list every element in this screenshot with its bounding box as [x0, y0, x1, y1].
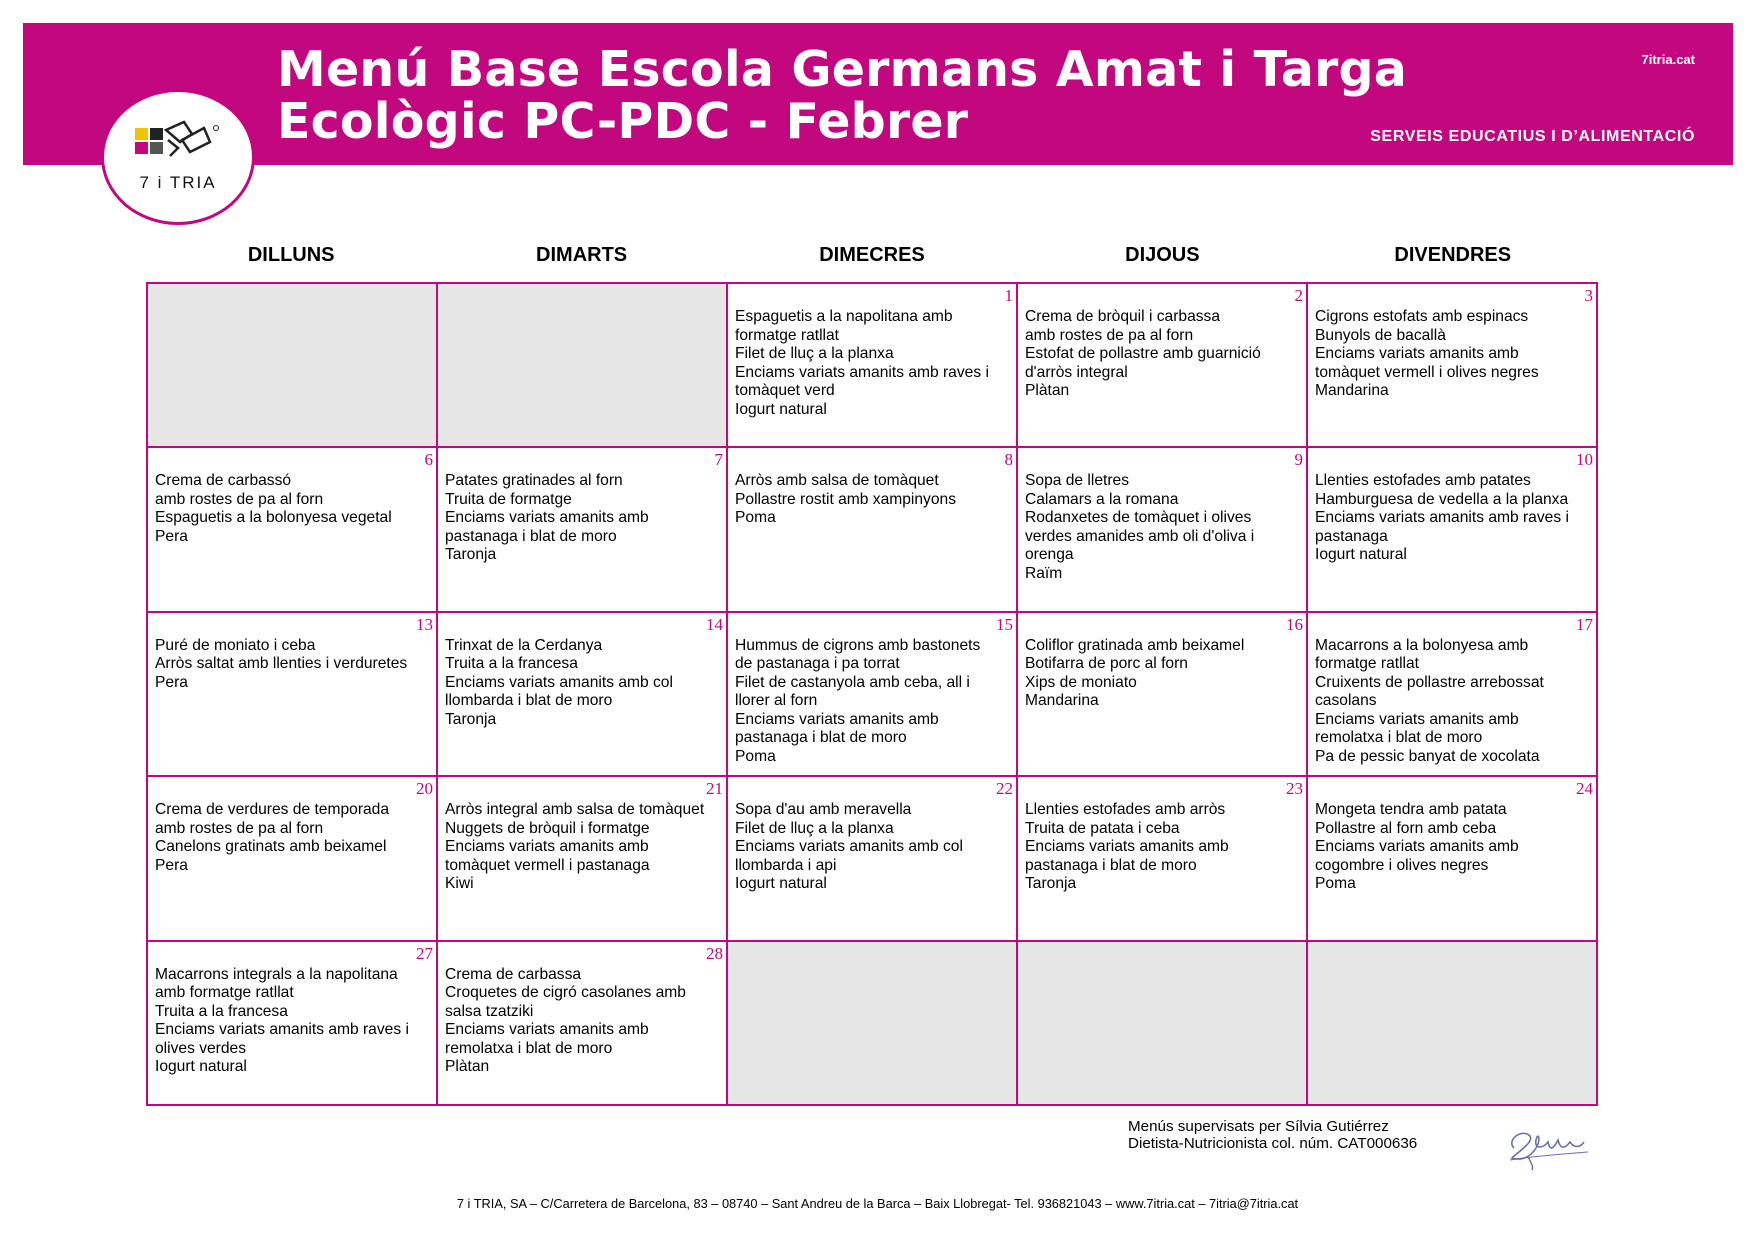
dish-item: verdes amanides amb oli d'oliva i — [1025, 527, 1255, 545]
dish-item: Estofat de pollastre amb guarnició — [1025, 345, 1261, 362]
day-number: 23 — [1286, 779, 1303, 799]
dish-list — [445, 966, 722, 1077]
day-number: 28 — [706, 943, 723, 963]
dish-item: Truita a la francesa — [155, 1002, 288, 1020]
calendar-day-cell — [148, 777, 438, 941]
dish-item: Croquetes de cigró casolanes amb — [445, 984, 686, 1002]
dish-item: Iogurt natural — [1315, 546, 1407, 564]
calendar-day-cell — [148, 613, 438, 777]
day-number: 22 — [996, 779, 1013, 799]
dish-item: Llenties estofades amb patates — [1315, 472, 1531, 490]
dish-item: Espaguetis a la bolonyesa vegetal — [155, 509, 392, 527]
dish-item: casolans — [1315, 692, 1377, 710]
supervisor-credentials: Dietista-Nutricionista col. núm. CAT000636 — [1128, 1135, 1418, 1152]
dish-item: formatge ratllat — [735, 326, 840, 344]
calendar-empty-cell — [728, 942, 1018, 1106]
dish-item: Enciams variats amanits amb — [445, 509, 649, 527]
dish-item: Poma — [1315, 875, 1356, 893]
dish-item: Arròs saltat amb llenties i verduretes — [155, 655, 408, 673]
dish-item: Hummus de cigrons amb bastonets — [735, 636, 981, 654]
dish-item: orenga — [1025, 546, 1074, 564]
dish-list — [445, 472, 722, 565]
dish-item: Rodanxetes de tomàquet i olives — [1025, 509, 1252, 527]
dish-list — [1025, 801, 1302, 894]
dish-item: tomàquet verd — [735, 382, 835, 399]
dish-item: Patates gratinades al forn — [445, 472, 623, 490]
calendar-empty-cell — [1308, 942, 1598, 1106]
logo-text: 7 i TRIA — [139, 173, 217, 192]
dish-item: Llenties estofades amb arròs — [1025, 801, 1226, 819]
dish-item: Enciams variats amanits amb — [1025, 838, 1229, 856]
menu-calendar-grid — [146, 282, 1598, 1106]
dish-item: Enciams variats amanits amb raves i — [735, 363, 989, 381]
weekday-label: DIJOUS — [1125, 244, 1200, 266]
dish-item: Cruixents de pollastre arrebossat — [1315, 673, 1544, 691]
dish-item: olives verdes — [155, 1039, 247, 1057]
calendar-empty-cell — [148, 284, 438, 448]
dish-item: tomàquet vermell i pastanaga — [445, 856, 650, 874]
dish-item: Pollastre rostit amb xampinyons — [735, 490, 957, 508]
weekday-label: DIVENDRES — [1394, 244, 1512, 266]
footer-address: 7 i TRIA, SA – C/Carretera de Barcelona, 83 – 08740 – Sant Andreu de la Barca – Baix Llobregat- Tel. 936821043 – www.7itria.cat – 7itria@7itria.cat — [456, 1196, 1299, 1211]
dish-item: pastanaga — [1315, 527, 1388, 545]
day-number: 10 — [1576, 450, 1593, 470]
calendar-day-cell — [438, 942, 728, 1106]
dish-item: llorer al forn — [735, 692, 818, 710]
dish-item: Sopa d'au amb meravella — [735, 801, 912, 819]
company-logo — [104, 92, 252, 222]
day-number: 8 — [1004, 450, 1013, 470]
dish-item: Sopa de lletres — [1025, 472, 1130, 490]
dish-item: Iogurt natural — [735, 400, 827, 418]
calendar-day-cell — [1308, 448, 1598, 612]
dish-item: Enciams variats amanits amb — [445, 1021, 649, 1039]
day-number: 16 — [1286, 614, 1303, 634]
dish-item: pastanaga i blat de moro — [1025, 856, 1197, 874]
dish-list — [445, 801, 722, 894]
dish-list — [1315, 801, 1592, 894]
calendar-day-cell — [728, 448, 1018, 612]
dish-item: Arròs amb salsa de tomàquet — [735, 472, 939, 490]
dish-item: Xips de moniato — [1025, 673, 1137, 691]
day-number: 21 — [706, 779, 723, 799]
calendar-day-cell — [728, 284, 1018, 448]
dish-item: Plàtan — [445, 1058, 490, 1076]
day-number: 7 — [714, 450, 723, 470]
day-number: 3 — [1584, 286, 1593, 305]
dish-item: Iogurt natural — [155, 1058, 247, 1076]
dish-item: d'arròs integral — [1025, 363, 1128, 381]
dish-item: tomàquet vermell i olives negres — [1315, 363, 1539, 381]
dish-list — [1025, 472, 1302, 583]
dish-item: Enciams variats amanits amb — [1315, 345, 1519, 362]
weekday-label: DIMECRES — [819, 244, 925, 266]
dish-item: Enciams variats amanits amb raves i — [1315, 509, 1569, 527]
dish-item: Puré de moniato i ceba — [155, 636, 316, 654]
dish-item: amb rostes de pa al forn — [1025, 326, 1194, 344]
dish-item: Enciams variats amanits amb col — [445, 673, 673, 691]
dish-item: Taronja — [1025, 875, 1077, 893]
dish-item: Crema de verdures de temporada — [155, 801, 390, 819]
dish-item: remolatxa i blat de moro — [1315, 729, 1483, 747]
dish-item: Enciams variats amanits amb col — [735, 838, 963, 856]
dish-item: Poma — [735, 747, 776, 765]
dish-item: Pera — [155, 673, 188, 691]
dish-item: Enciams variats amanits amb — [1315, 710, 1519, 728]
dish-list — [445, 637, 722, 730]
dish-item: Enciams variats amanits amb — [445, 838, 649, 856]
dish-item: Pa de pessic banyat de xocolata — [1315, 747, 1540, 765]
dish-list — [735, 472, 1012, 528]
dish-item: Arròs integral amb salsa de tomàquet — [445, 801, 705, 819]
calendar-day-cell — [148, 448, 438, 612]
dish-item: amb rostes de pa al forn — [155, 819, 324, 837]
supervision-note — [1128, 1118, 1417, 1152]
dish-item: Plàtan — [1025, 382, 1070, 399]
dish-item: Enciams variats amanits amb raves i — [155, 1021, 409, 1039]
dish-item: Canelons gratinats amb beixamel — [155, 838, 387, 856]
dish-item: Mandarina — [1315, 382, 1389, 399]
dish-item: Kiwi — [445, 875, 474, 893]
dish-list — [735, 801, 1012, 894]
dish-item: Crema de bròquil i carbassa — [1025, 308, 1221, 325]
dish-list — [1315, 308, 1592, 401]
dish-item: cogombre i olives negres — [1315, 856, 1489, 874]
dish-item: Filet de lluç a la planxa — [735, 345, 894, 362]
dish-item: Macarrons integrals a la napolitana — [155, 965, 398, 983]
dish-item: Enciams variats amanits amb — [1315, 838, 1519, 856]
weekday-header — [146, 244, 1598, 267]
dish-item: Bunyols de bacallà — [1315, 326, 1446, 344]
dish-list — [155, 966, 432, 1077]
dish-item: formatge ratllat — [1315, 655, 1420, 673]
dish-item: Crema de carbassa — [445, 965, 582, 983]
dish-item: Iogurt natural — [735, 875, 827, 893]
day-number: 13 — [416, 614, 433, 634]
dish-list — [1315, 472, 1592, 565]
dish-list — [735, 637, 1012, 767]
site-link[interactable]: 7itria.cat — [1641, 52, 1695, 67]
page-title — [277, 41, 1408, 150]
calendar-day-cell — [1308, 777, 1598, 941]
calendar-day-cell — [728, 777, 1018, 941]
dish-item: Macarrons a la bolonyesa amb — [1315, 636, 1529, 654]
signature-icon — [1504, 1118, 1590, 1174]
title-line-1: Menú Base Escola Germans Amat i Targa — [277, 41, 1408, 98]
dish-item: llombarda i blat de moro — [445, 692, 613, 710]
dish-list — [735, 308, 1012, 419]
dish-list — [1315, 637, 1592, 767]
calendar-day-cell — [728, 613, 1018, 777]
dish-item: Nuggets de bròquil i formatge — [445, 819, 650, 837]
dish-list — [155, 472, 432, 546]
dish-item: amb formatge ratllat — [155, 984, 294, 1002]
dish-item: Filet de lluç a la planxa — [735, 819, 894, 837]
dish-item: Truita de patata i ceba — [1025, 819, 1180, 837]
calendar-day-cell — [438, 613, 728, 777]
calendar-empty-cell — [1018, 942, 1308, 1106]
dish-item: Truita a la francesa — [445, 655, 578, 673]
calendar-day-cell — [1018, 777, 1308, 941]
dish-item: Botifarra de porc al forn — [1025, 655, 1188, 673]
dish-item: Raïm — [1025, 564, 1063, 582]
day-number: 9 — [1294, 450, 1303, 470]
dish-list — [155, 801, 432, 875]
day-number: 27 — [416, 943, 433, 963]
day-number: 6 — [424, 450, 433, 470]
dish-item: pastanaga i blat de moro — [735, 729, 907, 747]
day-number: 24 — [1576, 779, 1593, 799]
calendar-day-cell — [1018, 613, 1308, 777]
weekday-label: DILLUNS — [247, 244, 335, 266]
dish-item: Pera — [155, 856, 188, 874]
calendar-day-cell — [148, 942, 438, 1106]
dish-item: amb rostes de pa al forn — [155, 490, 324, 508]
dish-item: Taronja — [445, 546, 497, 564]
day-number: 1 — [1004, 286, 1013, 305]
dish-item: Trinxat de la Cerdanya — [445, 636, 603, 654]
title-line-2: Ecològic PC-PDC - Febrer — [277, 93, 969, 150]
dish-item: Coliflor gratinada amb beixamel — [1025, 636, 1245, 654]
dish-item: llombarda i api — [735, 856, 837, 874]
weekday-label: DIMARTS — [536, 244, 628, 266]
dish-item: salsa tzatziki — [445, 1002, 534, 1020]
dish-item: Hamburguesa de vedella a la planxa — [1315, 490, 1569, 508]
calendar-day-cell — [1018, 448, 1308, 612]
dish-item: Espaguetis a la napolitana amb — [735, 308, 953, 325]
dish-list — [155, 637, 432, 693]
day-number: 15 — [996, 614, 1013, 634]
dish-item: Enciams variats amanits amb — [735, 710, 939, 728]
services-tagline: SERVEIS EDUCATIUS I D’ALIMENTACIÓ — [1370, 128, 1695, 145]
dish-item: de pastanaga i pa torrat — [735, 655, 900, 673]
dish-item: Pollastre al forn amb ceba — [1315, 819, 1497, 837]
dish-item: Filet de castanyola amb ceba, all i — [735, 673, 970, 691]
dish-item: Truita de formatge — [445, 490, 572, 508]
dish-item: Crema de carbassó — [155, 472, 292, 490]
dish-item: Mandarina — [1025, 692, 1099, 710]
dish-item: Pera — [155, 527, 188, 545]
calendar-day-cell — [438, 777, 728, 941]
calendar-day-cell — [1308, 284, 1598, 448]
calendar-day-cell — [1018, 284, 1308, 448]
dish-item: pastanaga i blat de moro — [445, 527, 617, 545]
dish-list — [1025, 637, 1302, 711]
dish-item: Taronja — [445, 710, 497, 728]
calendar-empty-cell — [438, 284, 728, 448]
calendar-day-cell — [438, 448, 728, 612]
dish-item: Calamars a la romana — [1025, 490, 1179, 508]
logo-mark-icon — [132, 118, 224, 170]
dish-item: Mongeta tendra amb patata — [1315, 801, 1507, 819]
supervisor-name: Menús supervisats per Sílvia Gutiérrez — [1128, 1118, 1389, 1135]
calendar-day-cell — [1308, 613, 1598, 777]
dish-item: remolatxa i blat de moro — [445, 1039, 613, 1057]
day-number: 20 — [416, 779, 433, 799]
dish-item: Poma — [735, 509, 776, 527]
day-number: 17 — [1576, 614, 1593, 634]
day-number: 14 — [706, 614, 723, 634]
day-number: 2 — [1294, 286, 1303, 305]
dish-item: Cigrons estofats amb espinacs — [1315, 308, 1529, 325]
dish-list — [1025, 308, 1302, 401]
